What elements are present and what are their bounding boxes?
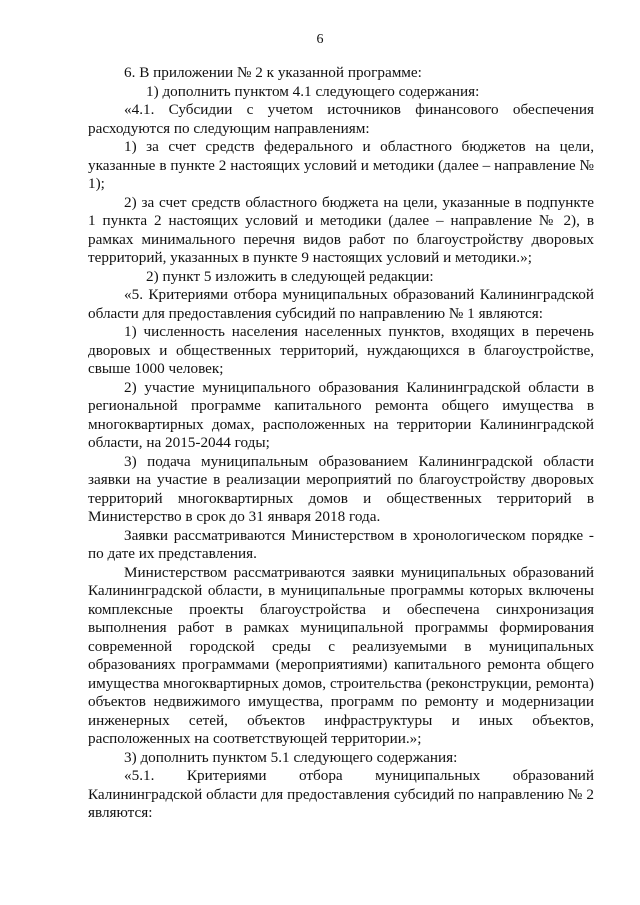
paragraph: 2) пункт 5 изложить в следующей редакции: (146, 267, 434, 285)
page-number: 6 (316, 32, 324, 47)
paragraph: 1) численность населения населенных пунктов, входящих в перечень дворовых и общественных территорий, нуждающихся в благоустройстве, свыше 1000 человек; (88, 323, 594, 377)
document-body (88, 64, 594, 823)
paragraph: «4.1. Субсидии с учетом источников финансового обеспечения расходуются по следующим направлениям: (88, 101, 594, 137)
paragraph: Министерством рассматриваются заявки муниципальных образований Калининградской области, в муниципальные программы которых включены комплексные проекты благоустройства и обеспечена синхронизация выполнения работ в рамках муниципальной программы формирования современной городской среды с реализуемыми в муниципальных образованиях программами (мероприятиями) капитального ремонта общего имущества многоквартирных домов, строительства (реконструкции, ремонта) объектов недвижимого имущества, программ по ремонту и модернизации инженерных сетей, объектов инфраструктуры и иных объектов, расположенных на соответствующей территории.»; (88, 563, 594, 747)
paragraph: Заявки рассматриваются Министерством в хронологическом порядке - по дате их представления. (88, 526, 594, 562)
paragraph: 6. В приложении № 2 к указанной программе: (124, 64, 422, 81)
paragraph: 3) дополнить пунктом 5.1 следующего содержания: (124, 748, 458, 766)
paragraph: 1) за счет средств федерального и областного бюджетов на цели, указанные в пункте 2 настоящих условий и методики (далее – направление № 1); (88, 138, 594, 192)
paragraph: «5. Критериями отбора муниципальных образований Калининградской области для предоставления субсидий по направлению № 1 являются: (88, 286, 594, 322)
paragraph: 3) подача муниципальным образованием Калининградской области заявки на участие в реализации мероприятий по благоустройству дворовых территорий многоквартирных домов и общественных территорий в Министерство в срок до 31 января 2018 года. (88, 452, 594, 525)
paragraph: 2) участие муниципального образования Калининградской области в региональной программе капитального ремонта общего имущества в многоквартирных домах, расположенных на территории Калининградской области, на 2015-2044 годы; (88, 378, 594, 451)
paragraph: «5.1. Критериями отбора муниципальных образований Калининградской области для предоставления субсидий по направлению № 2 являются: (88, 767, 594, 821)
paragraph: 2) за счет средств областного бюджета на цели, указанные в подпункте 1 пункта 2 настоящих условий и методики (далее – направление № 2), в рамках минимального перечня видов работ по благоустройству дворовых территорий, указанных в пункте 9 настоящих условий и методики.»; (88, 193, 594, 266)
paragraph: 1) дополнить пунктом 4.1 следующего содержания: (146, 82, 480, 100)
